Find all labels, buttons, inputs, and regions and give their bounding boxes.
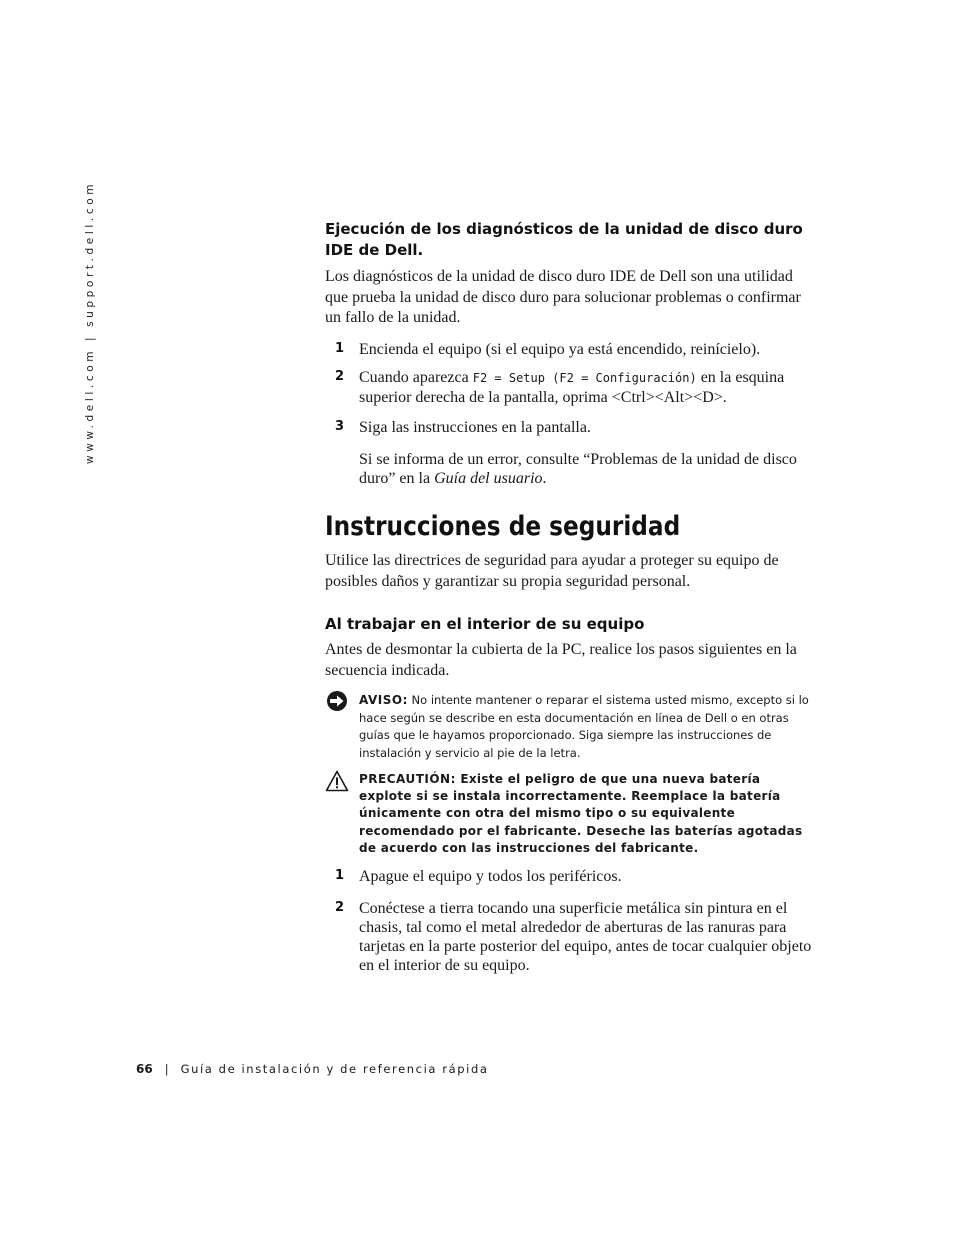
notice-body: No intente mantener o reparar el sistema usted mismo, excepto si lo hace según se describe en esta documentación en línea de Dell o en otras guías que le hayamos proporcionado. Siga siempre las instrucciones de instalación y servicio al pie de la letra. [359,693,809,760]
page-number: 66 [136,1062,153,1076]
safety-intro: Utilice las directrices de seguridad para ayudar a proteger su equipo de posibles daños y garantizar su propia seguridad personal. [325,552,779,590]
step-number: 2 [335,369,345,384]
step-text-after: en la esquina superior derecha de la pantalla, oprima <Ctrl><Alt><D>. [359,369,785,406]
followup-before: Si se informa de un error, consulte “Problemas de la unidad de disco duro” en la [359,451,797,487]
step-number: 1 [335,868,345,883]
step-number: 2 [335,900,345,915]
step-text: Encienda el equipo (si el equipo ya está encendido, reinícielo). [359,341,761,358]
step-text: Siga las instrucciones en la pantalla. [359,419,591,436]
followup-text [359,450,815,488]
notice-text [359,692,815,762]
page-footer [136,1062,836,1076]
caution-body: Existe el peligro de que una nueva batería explote si se instala incorrectamente. Reemplace la batería únicamente con otra del mismo tipo o su equivalente recomendado por el fabricante. Deseche las baterías agotadas de acuerdo con las instrucciones del fabricante. [359,772,803,855]
step-number: 3 [335,419,345,434]
footer-separator: | [164,1062,169,1076]
step-text [359,368,815,407]
step-text-before: Cuando aparezca [359,369,473,386]
step-number: 1 [335,341,345,356]
warning-triangle-icon [325,770,349,792]
diagnostics-intro: Los diagnósticos de la unidad de disco duro IDE de Dell son una utilidad que prueba la unidad de disco duro para solucionar problemas o confirmar un fallo de la unidad. [325,268,801,326]
side-url-text: www.dell.com | support.dell.com [84,180,96,464]
user-guide-reference: Guía del usuario [434,470,543,487]
section-heading-diagnostics: Ejecución de los diagnósticos de la unidad de disco duro IDE de Dell. [325,220,803,259]
guide-title: Guía de instalación y de referencia rápida [180,1062,489,1076]
step-text: Apague el equipo y todos los periféricos. [359,868,622,885]
setup-key-code: F2 = Setup (F2 = Configuración) [472,371,697,385]
caution-text [359,771,815,857]
step-text: Conéctese a tierra tocando una superficie metálica sin pintura en el chasis, tal como el metal alrededor de aberturas de las ranuras para tarjetas en la parte posterior del equipo, antes de tocar cualquier objeto en el interior de su equipo. [359,900,812,974]
side-url-margin [84,180,98,464]
notice-label: AVISO: [359,693,408,707]
caution-label: PRECAUTIÓN: [359,772,456,786]
inside-computer-intro: Antes de desmontar la cubierta de la PC, realice los pasos siguientes en la secuencia indicada. [325,641,797,679]
subheading-inside-computer: Al trabajar en el interior de su equipo [325,615,645,633]
arrow-circle-icon [325,690,349,712]
followup-after: . [542,470,547,487]
page-title-safety: Instrucciones de seguridad [325,511,681,542]
